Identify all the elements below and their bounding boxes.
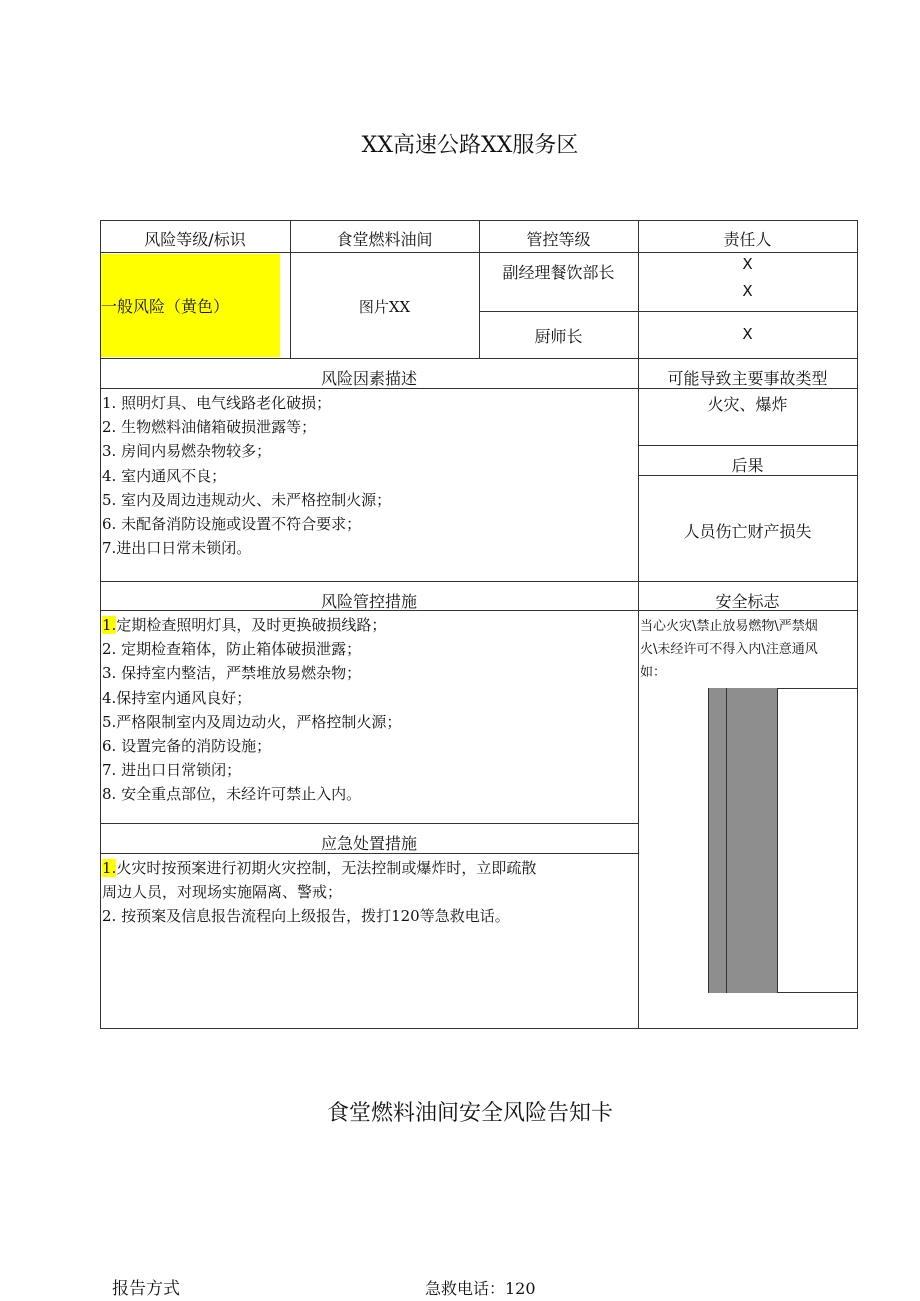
control-measures-header: 风险管控措施 xyxy=(320,592,417,611)
list-item: 4. 室内通风不良； xyxy=(102,466,227,485)
list-item: 4.保持室内通风良好； xyxy=(102,688,252,707)
header-location: 食堂燃料油间 xyxy=(336,230,433,249)
list-item: 6. 未配备消防设施或设置不符合要求； xyxy=(102,515,362,534)
safety-signs-line: 火\未经许可不得入内\注意通风 xyxy=(640,642,818,657)
list-item: 7. 进出口日常锁闭； xyxy=(102,761,242,780)
risk-level-value: 一般风险（黄色） xyxy=(101,297,230,316)
control-measures-list xyxy=(102,613,401,807)
card-title: 食堂燃料油间安全风险告知卡 xyxy=(326,1101,613,1126)
page-title: XX高速公路XX服务区 xyxy=(361,133,579,158)
header-control-level: 管控等级 xyxy=(526,230,591,249)
consequence-value: 人员伤亡财产损失 xyxy=(683,522,812,541)
list-item: 2. 定期检查箱体，防止箱体破损泄露； xyxy=(102,640,362,659)
report-method-label: 报告方式 xyxy=(112,1279,180,1299)
list-item: 5.严格限制室内及周边动火，严格控制火源； xyxy=(102,712,402,731)
list-item: 7.进出口日常未锁闭。 xyxy=(102,539,252,558)
list-item xyxy=(102,613,401,637)
emergency-list xyxy=(102,856,536,929)
header-risk-level: 风险等级/标识 xyxy=(144,230,246,249)
list-item: 6. 设置完备的消防设施； xyxy=(102,737,272,756)
risk-factors-header: 风险因素描述 xyxy=(320,369,417,388)
highlighted-number: 1. xyxy=(102,616,117,634)
list-item: 3. 房间内易燃杂物较多； xyxy=(102,442,272,461)
list-item: 5. 室内及周边违规动火、未严格控制火源； xyxy=(102,490,392,509)
list-item-text: 火灾时按预案进行初期火灾控制，无法控制或爆炸时，立即疏散 xyxy=(116,859,537,877)
list-item: 8. 安全重点部位，未经许可禁止入内。 xyxy=(102,785,362,804)
list-item: 3. 保持室内整洁，严禁堆放易燃杂物； xyxy=(102,664,362,683)
list-item xyxy=(102,856,536,880)
risk-factors-list xyxy=(102,391,391,560)
list-item-text: 定期检查照明灯具，及时更换破损线路； xyxy=(116,616,387,634)
list-item: 2. 生物燃料油储箱破损泄露等； xyxy=(102,418,317,437)
photo-placeholder: 图片XX xyxy=(358,298,411,316)
safety-signs-line: 如： xyxy=(640,665,667,680)
accident-types-value: 火灾、爆炸 xyxy=(707,395,788,414)
emergency-phone: 急救电话：120 xyxy=(425,1279,536,1298)
consequence-header: 后果 xyxy=(731,456,764,475)
safety-signs-text xyxy=(640,615,818,684)
highlighted-number: 1. xyxy=(102,859,117,877)
header-responsible: 责任人 xyxy=(723,230,772,249)
emergency-header: 应急处置措施 xyxy=(320,834,417,853)
accident-types-header: 可能导致主要事故类型 xyxy=(667,369,828,388)
responsible-person-2: X xyxy=(742,282,753,300)
list-item: 1. 照明灯具、电气线路老化破损； xyxy=(102,394,332,412)
control-level-chef: 厨师长 xyxy=(534,327,583,346)
list-item: 2. 按预案及信息报告流程向上级报告，拨打120等急救电话。 xyxy=(102,907,510,926)
safety-signs-line: 当心火灾\禁止放易燃物\严禁烟 xyxy=(640,619,818,634)
safety-signs-header: 安全标志 xyxy=(715,592,780,611)
list-item: 周边人员，对现场实施隔离、警戒； xyxy=(102,883,343,902)
responsible-person-1: X xyxy=(742,255,753,273)
control-level-manager: 副经理餐饮部长 xyxy=(502,263,615,282)
responsible-person-3: X xyxy=(742,325,753,343)
